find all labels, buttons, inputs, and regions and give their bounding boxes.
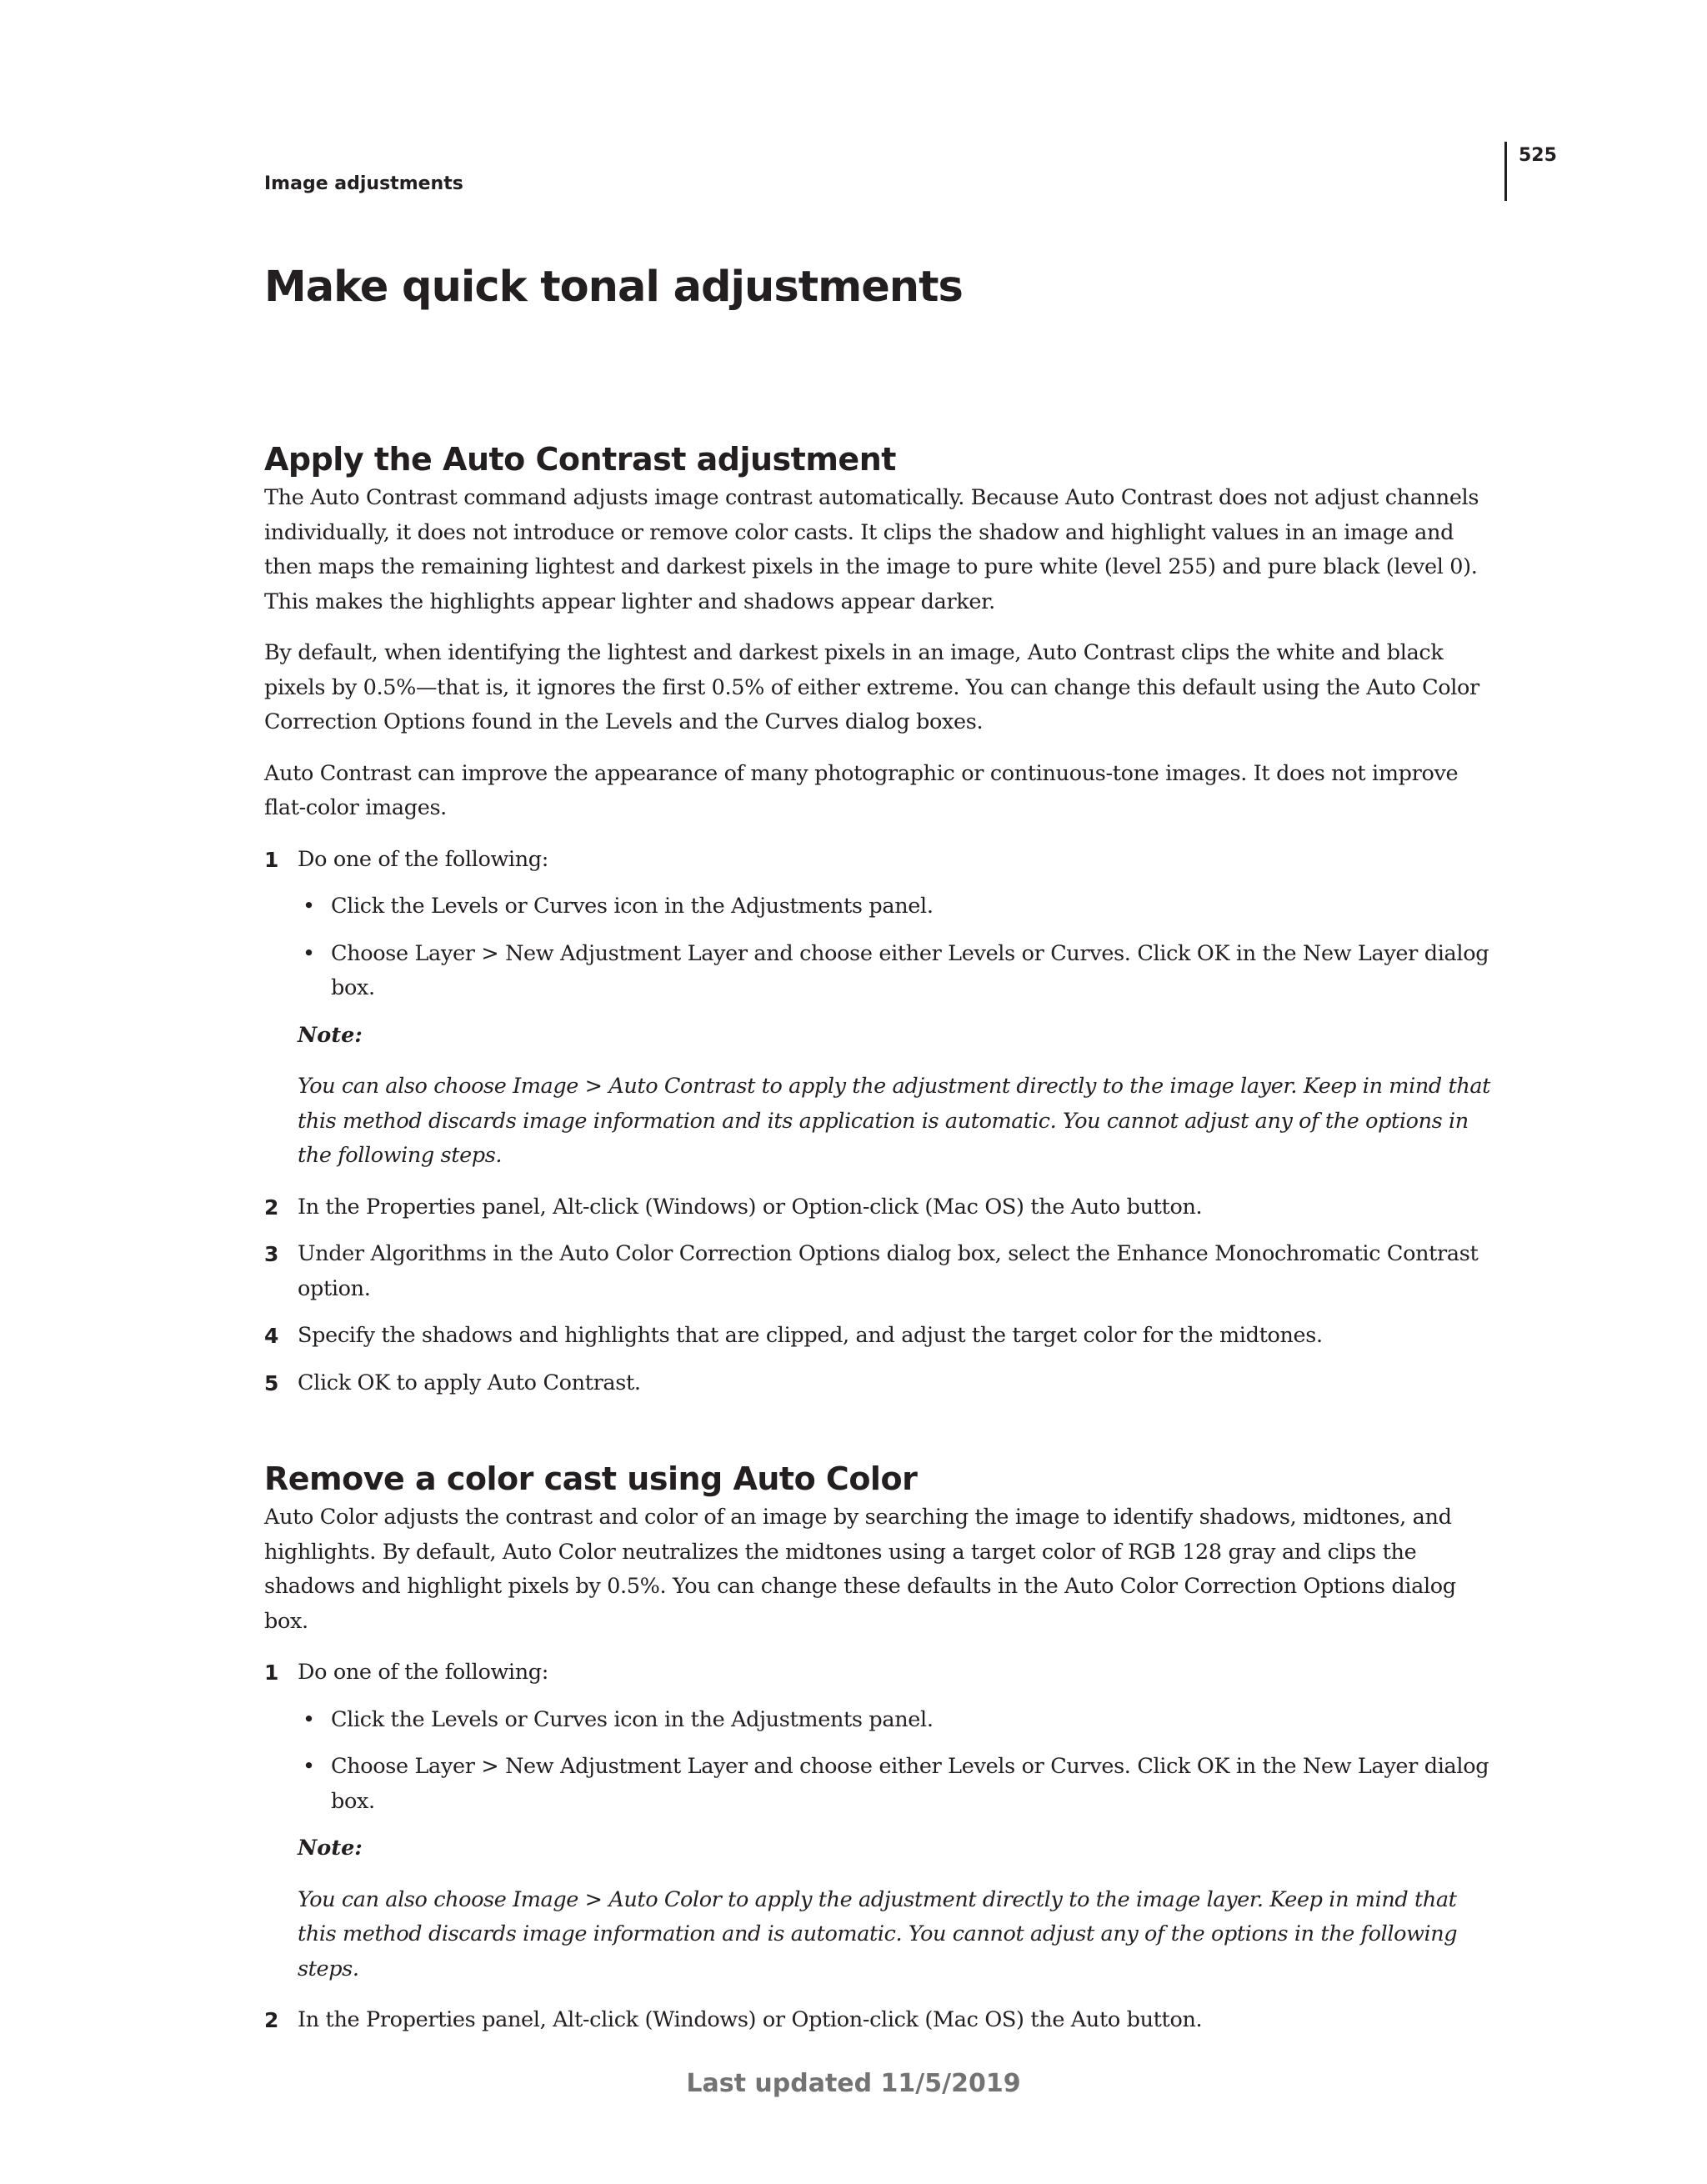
step-item bbox=[264, 2003, 1498, 2038]
step-number: 2 bbox=[264, 1195, 279, 1220]
bullet-text: Choose Layer > New Adjustment Layer and choose either Levels or Curves. Click OK in the New Layer dialog box. bbox=[331, 940, 1489, 1000]
section-auto-contrast bbox=[264, 438, 1498, 1413]
paragraph: Auto Contrast can improve the appearance of many photographic or continuous-tone images. It does not improve flat-color images. bbox=[264, 760, 1459, 820]
step-item bbox=[264, 1190, 1498, 1225]
note-text: You can also choose Image > Auto Contrast to apply the adjustment directly to the image layer. Keep in mind that this method discards image information and its application is automatic. You cannot adjust any of the options in the following steps. bbox=[298, 1074, 1491, 1168]
step-number: 5 bbox=[264, 1370, 279, 1395]
step-number: 2 bbox=[264, 2008, 279, 2032]
step-number: 1 bbox=[264, 1661, 279, 1685]
step-text: In the Properties panel, Alt-click (Windows) or Option-click (Mac OS) the Auto button. bbox=[298, 2007, 1203, 2032]
bullet-dot: • bbox=[303, 894, 315, 919]
bullet-dot: • bbox=[303, 940, 315, 966]
note-text: You can also choose Image > Auto Color to apply the adjustment directly to the image layer. Keep in mind that this method discards image information and is automatic. You cannot adjust any of the options in the following steps. bbox=[298, 1886, 1458, 1981]
paragraph: By default, when identifying the lightest and darkest pixels in an image, Auto Contrast clips the white and black pixels by 0.5%—that is, it ignores the first 0.5% of either extreme. You can change this default using the Auto Color Correction Options found in the Levels and the Curves dialog boxes. bbox=[264, 640, 1479, 734]
bullet-list bbox=[264, 889, 1498, 1006]
bullet-item bbox=[298, 889, 1498, 924]
paragraph: Auto Color adjusts the contrast and color of an image by searching the image to identify shadows, midtones, and highlights. By default, Auto Color neutralizes the midtones using a target color of RGB 128 gray and clips the shadows and highlight pixels by 0.5%. You can change these defaults in the Auto Color Correction Options dialog box. bbox=[264, 1505, 1456, 1634]
step-item bbox=[264, 1366, 1498, 1401]
paragraph: The Auto Contrast command adjusts image contrast automatically. Because Auto Contrast does not adjust channels individually, it does not introduce or remove color casts. It clips the shadow and highlight values in an image and then maps the remaining lightest and darkest pixels in the image to pure white (level 255) and pure black (level 0). This makes the highlights appear lighter and shadows appear darker. bbox=[264, 485, 1479, 614]
step-text: Under Algorithms in the Auto Color Correction Options dialog box, select the Enhance Monochromatic Contrast option. bbox=[298, 1241, 1479, 1301]
bullet-item bbox=[298, 937, 1498, 1006]
step-text: Do one of the following: bbox=[298, 846, 549, 872]
page-number-rule bbox=[1504, 142, 1507, 201]
bullet-text: Click the Levels or Curves icon in the Adjustments panel. bbox=[331, 894, 934, 919]
bullet-text: Click the Levels or Curves icon in the Adjustments panel. bbox=[331, 1706, 934, 1732]
page-number: 525 bbox=[1519, 145, 1557, 166]
step-item bbox=[264, 1656, 1498, 1691]
note-label: Note: bbox=[298, 1836, 363, 1861]
step-text: Specify the shadows and highlights that are clipped, and adjust the target color for the midtones. bbox=[298, 1323, 1323, 1348]
bullet-dot: • bbox=[303, 1706, 315, 1732]
step-number: 4 bbox=[264, 1324, 279, 1348]
step-number: 3 bbox=[264, 1242, 279, 1266]
note-label: Note: bbox=[298, 1022, 363, 1048]
bullet-text: Choose Layer > New Adjustment Layer and choose either Levels or Curves. Click OK in the New Layer dialog box. bbox=[331, 1754, 1489, 1814]
section-heading: Remove a color cast using Auto Color bbox=[264, 1460, 918, 1497]
step-text: Do one of the following: bbox=[298, 1660, 549, 1685]
section-heading: Apply the Auto Contrast adjustment bbox=[264, 441, 896, 478]
running-header: Image adjustments bbox=[264, 173, 463, 194]
step-text: Click OK to apply Auto Contrast. bbox=[298, 1370, 641, 1395]
step-item bbox=[264, 1237, 1498, 1306]
bullet-list bbox=[264, 1703, 1498, 1820]
step-number: 1 bbox=[264, 847, 279, 872]
step-item bbox=[264, 1319, 1498, 1354]
bullet-dot: • bbox=[303, 1754, 315, 1779]
page-title: Make quick tonal adjustments bbox=[264, 263, 963, 312]
bullet-item bbox=[298, 1703, 1498, 1738]
bullet-item bbox=[298, 1750, 1498, 1819]
section-auto-color bbox=[264, 1457, 1498, 2051]
step-item bbox=[264, 843, 1498, 878]
step-text: In the Properties panel, Alt-click (Windows) or Option-click (Mac OS) the Auto button. bbox=[298, 1194, 1203, 1220]
footer-last-updated: Last updated 11/5/2019 bbox=[686, 2069, 1021, 2098]
